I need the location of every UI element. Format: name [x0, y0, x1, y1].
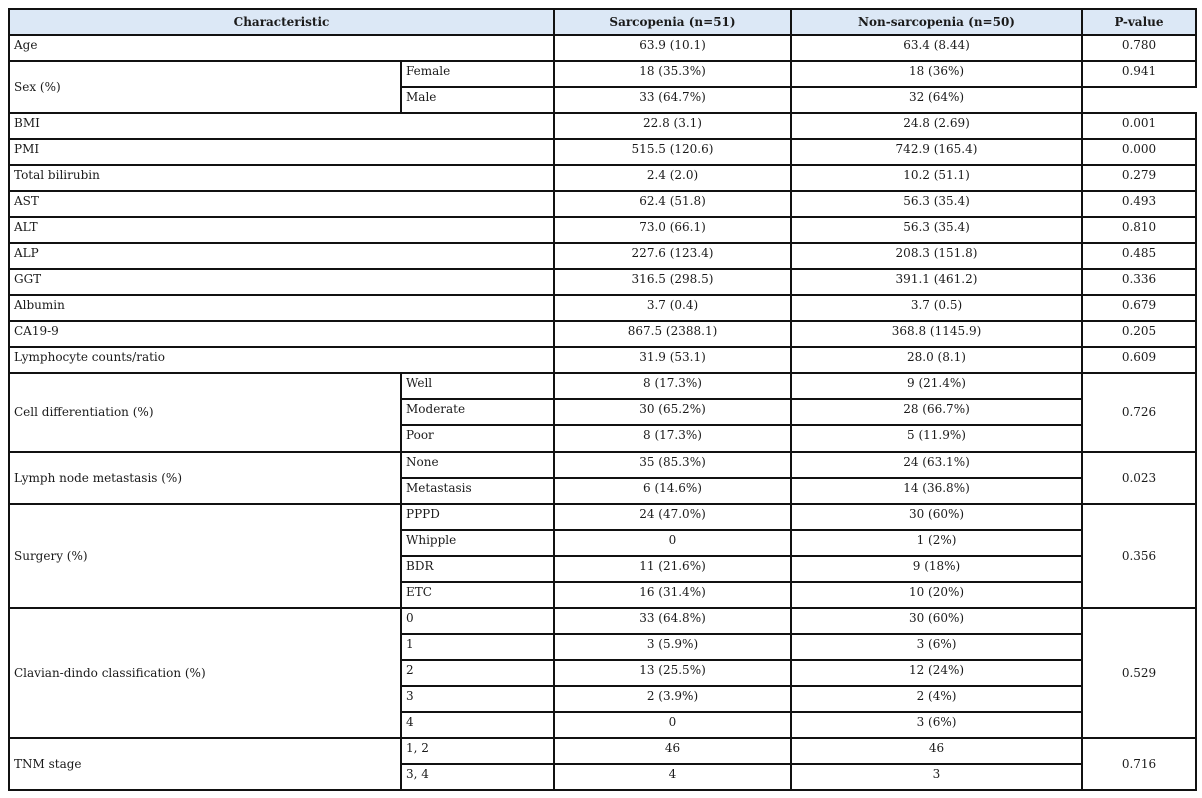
sarcopenia-value: 0	[554, 530, 791, 556]
non-sarcopenia-value: 368.8 (1145.9)	[791, 321, 1082, 347]
non-sarcopenia-value: 63.4 (8.44)	[791, 35, 1082, 61]
p-value: 0.679	[1082, 295, 1196, 321]
sarcopenia-value: 227.6 (123.4)	[554, 243, 791, 269]
sub-label: Metastasis	[401, 478, 554, 504]
row-label: ALP	[9, 243, 554, 269]
row-label: Age	[9, 35, 554, 61]
p-value: 0.023	[1082, 452, 1196, 504]
sarcopenia-value: 2 (3.9%)	[554, 686, 791, 712]
sarcopenia-value: 8 (17.3%)	[554, 373, 791, 399]
non-sarcopenia-value: 3 (6%)	[791, 712, 1082, 738]
p-value: 0.000	[1082, 139, 1196, 165]
p-value: 0.279	[1082, 165, 1196, 191]
p-value: 0.205	[1082, 321, 1196, 347]
sarcopenia-value: 16 (31.4%)	[554, 582, 791, 608]
sub-label: Male	[401, 87, 554, 113]
sub-label: 3, 4	[401, 764, 554, 790]
non-sarcopenia-value: 1 (2%)	[791, 530, 1082, 556]
sub-label: 1, 2	[401, 738, 554, 764]
sub-label: Female	[401, 61, 554, 87]
empty-cell	[1082, 87, 1196, 113]
sub-label: ETC	[401, 582, 554, 608]
non-sarcopenia-value: 46	[791, 738, 1082, 764]
sarcopenia-value: 13 (25.5%)	[554, 660, 791, 686]
non-sarcopenia-value: 2 (4%)	[791, 686, 1082, 712]
sub-label: BDR	[401, 556, 554, 582]
non-sarcopenia-value: 28 (66.7%)	[791, 399, 1082, 425]
sub-label: 4	[401, 712, 554, 738]
table-row	[9, 35, 1196, 61]
p-value: 0.356	[1082, 504, 1196, 608]
sub-label: Whipple	[401, 530, 554, 556]
table-row	[9, 269, 1196, 295]
p-value: 0.726	[1082, 373, 1196, 451]
table-row	[9, 504, 1196, 530]
table-row	[9, 373, 1196, 399]
non-sarcopenia-value: 24.8 (2.69)	[791, 113, 1082, 139]
row-label: Clavian-dindo classification (%)	[9, 608, 401, 738]
non-sarcopenia-value: 3 (6%)	[791, 634, 1082, 660]
table-row	[9, 165, 1196, 191]
row-label: GGT	[9, 269, 554, 295]
table-row	[9, 452, 1196, 478]
non-sarcopenia-value: 5 (11.9%)	[791, 425, 1082, 451]
non-sarcopenia-value: 56.3 (35.4)	[791, 191, 1082, 217]
sarcopenia-value: 316.5 (298.5)	[554, 269, 791, 295]
sarcopenia-value: 18 (35.3%)	[554, 61, 791, 87]
non-sarcopenia-value: 12 (24%)	[791, 660, 1082, 686]
characteristics-table	[8, 8, 1197, 791]
non-sarcopenia-value: 14 (36.8%)	[791, 478, 1082, 504]
non-sarcopenia-value: 30 (60%)	[791, 504, 1082, 530]
non-sarcopenia-value: 10 (20%)	[791, 582, 1082, 608]
row-label: AST	[9, 191, 554, 217]
sarcopenia-value: 33 (64.8%)	[554, 608, 791, 634]
sarcopenia-value: 62.4 (51.8)	[554, 191, 791, 217]
non-sarcopenia-value: 24 (63.1%)	[791, 452, 1082, 478]
sarcopenia-value: 30 (65.2%)	[554, 399, 791, 425]
sarcopenia-value: 2.4 (2.0)	[554, 165, 791, 191]
row-label: BMI	[9, 113, 554, 139]
table-row	[9, 217, 1196, 243]
sub-label: Well	[401, 373, 554, 399]
row-label: TNM stage	[9, 738, 401, 790]
table-row	[9, 191, 1196, 217]
non-sarcopenia-value: 32 (64%)	[791, 87, 1082, 113]
sub-label: 3	[401, 686, 554, 712]
sarcopenia-value: 31.9 (53.1)	[554, 347, 791, 373]
table-row	[9, 61, 1196, 87]
p-value: 0.609	[1082, 347, 1196, 373]
table-row	[9, 321, 1196, 347]
non-sarcopenia-value: 3.7 (0.5)	[791, 295, 1082, 321]
non-sarcopenia-value: 742.9 (165.4)	[791, 139, 1082, 165]
row-label: Lymph node metastasis (%)	[9, 452, 401, 504]
sub-label: None	[401, 452, 554, 478]
sarcopenia-value: 0	[554, 712, 791, 738]
row-label: Surgery (%)	[9, 504, 401, 608]
sub-label: Poor	[401, 425, 554, 451]
sarcopenia-value: 73.0 (66.1)	[554, 217, 791, 243]
non-sarcopenia-value: 10.2 (51.1)	[791, 165, 1082, 191]
table-row	[9, 113, 1196, 139]
header-non-sarcopenia: Non-sarcopenia (n=50)	[791, 9, 1082, 35]
p-value: 0.780	[1082, 35, 1196, 61]
non-sarcopenia-value: 28.0 (8.1)	[791, 347, 1082, 373]
sub-label: 2	[401, 660, 554, 686]
sarcopenia-value: 867.5 (2388.1)	[554, 321, 791, 347]
sub-label: 0	[401, 608, 554, 634]
row-label: Cell differentiation (%)	[9, 373, 401, 451]
sarcopenia-value: 22.8 (3.1)	[554, 113, 791, 139]
row-label: CA19-9	[9, 321, 554, 347]
p-value: 0.485	[1082, 243, 1196, 269]
sarcopenia-value: 6 (14.6%)	[554, 478, 791, 504]
non-sarcopenia-value: 9 (21.4%)	[791, 373, 1082, 399]
sarcopenia-value: 8 (17.3%)	[554, 425, 791, 451]
header-pvalue: P-value	[1082, 9, 1196, 35]
table-row	[9, 608, 1196, 634]
row-label: Albumin	[9, 295, 554, 321]
sarcopenia-value: 3.7 (0.4)	[554, 295, 791, 321]
p-value: 0.529	[1082, 608, 1196, 738]
header-row	[9, 9, 1196, 35]
sarcopenia-value: 3 (5.9%)	[554, 634, 791, 660]
sarcopenia-value: 4	[554, 764, 791, 790]
table-row	[9, 347, 1196, 373]
sarcopenia-value: 515.5 (120.6)	[554, 139, 791, 165]
sarcopenia-value: 63.9 (10.1)	[554, 35, 791, 61]
non-sarcopenia-value: 9 (18%)	[791, 556, 1082, 582]
p-value: 0.810	[1082, 217, 1196, 243]
p-value: 0.493	[1082, 191, 1196, 217]
sarcopenia-value: 35 (85.3%)	[554, 452, 791, 478]
sarcopenia-value: 11 (21.6%)	[554, 556, 791, 582]
header-characteristic: Characteristic	[9, 9, 554, 35]
sarcopenia-value: 33 (64.7%)	[554, 87, 791, 113]
row-label: Total bilirubin	[9, 165, 554, 191]
row-label: PMI	[9, 139, 554, 165]
sub-label: PPPD	[401, 504, 554, 530]
table-row	[9, 295, 1196, 321]
non-sarcopenia-value: 30 (60%)	[791, 608, 1082, 634]
sarcopenia-value: 24 (47.0%)	[554, 504, 791, 530]
non-sarcopenia-value: 208.3 (151.8)	[791, 243, 1082, 269]
sarcopenia-value: 46	[554, 738, 791, 764]
row-label: Lymphocyte counts/ratio	[9, 347, 554, 373]
non-sarcopenia-value: 18 (36%)	[791, 61, 1082, 87]
p-value: 0.941	[1082, 61, 1196, 87]
sub-label: Moderate	[401, 399, 554, 425]
non-sarcopenia-value: 3	[791, 764, 1082, 790]
p-value: 0.001	[1082, 113, 1196, 139]
non-sarcopenia-value: 391.1 (461.2)	[791, 269, 1082, 295]
non-sarcopenia-value: 56.3 (35.4)	[791, 217, 1082, 243]
header-sarcopenia: Sarcopenia (n=51)	[554, 9, 791, 35]
table-row	[9, 139, 1196, 165]
sub-label: 1	[401, 634, 554, 660]
p-value: 0.336	[1082, 269, 1196, 295]
row-label: ALT	[9, 217, 554, 243]
p-value: 0.716	[1082, 738, 1196, 790]
table-row	[9, 738, 1196, 764]
table-row	[9, 243, 1196, 269]
row-label: Sex (%)	[9, 61, 401, 113]
